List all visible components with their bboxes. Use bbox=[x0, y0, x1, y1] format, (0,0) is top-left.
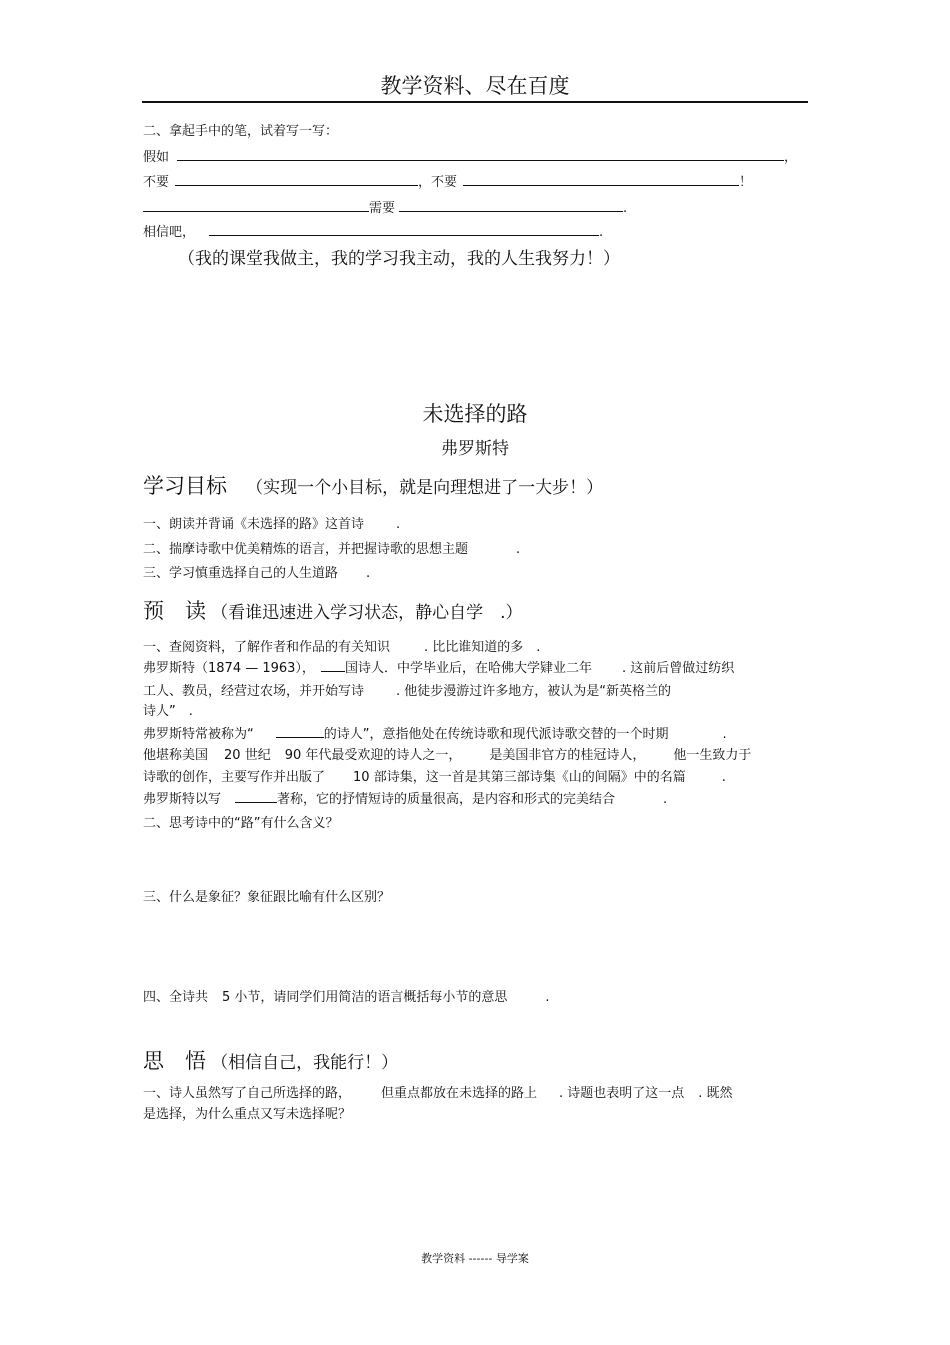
goal-item-1 bbox=[143, 513, 400, 532]
author-para-5e: 他一生致力于 bbox=[673, 748, 752, 763]
reflect-q1-line-1 bbox=[143, 1082, 733, 1101]
author-para-line-2 bbox=[143, 680, 671, 699]
reflect-section-heading bbox=[143, 1045, 398, 1075]
fill-line-2-end: ！ bbox=[739, 175, 753, 190]
blank-2[interactable] bbox=[175, 171, 418, 186]
goal-item-2 bbox=[143, 538, 520, 557]
blank-poet-type[interactable] bbox=[276, 723, 324, 738]
goals-heading-note: （实现一个小目标，就是向理想进了一大步！） bbox=[246, 478, 604, 498]
fill-line-4-end: . bbox=[599, 225, 604, 240]
author-para-line-7 bbox=[143, 788, 667, 807]
header-rule bbox=[142, 101, 808, 103]
author-para-5c: 90 年代最受欢迎的诗人之一， bbox=[284, 748, 462, 763]
preview-section-heading bbox=[143, 595, 523, 625]
fill-line-1-end: ， bbox=[784, 150, 798, 165]
reflect-q1-a: 一、诗人虽然写了自己所选择的路， bbox=[143, 1086, 352, 1101]
reflect-heading-note: （相信自己，我能行！） bbox=[211, 1053, 399, 1073]
goal-item-3-end: . bbox=[366, 566, 371, 581]
goals-heading: 学习目标 bbox=[143, 474, 227, 498]
reflect-q1-d: . 既然 bbox=[698, 1086, 733, 1101]
goal-item-2-text: 二、揣摩诗歌中优美精炼的语言，并把握诗歌的思想主题 bbox=[143, 542, 469, 557]
fill-line-3-end: . bbox=[623, 201, 628, 216]
blank-5[interactable] bbox=[399, 197, 623, 212]
author-para-1c: . 这前后曾做过纺织 bbox=[621, 661, 735, 676]
author-para-7a: 弗罗斯特以写 bbox=[143, 792, 222, 807]
fill-line-2-mid: ，不要 bbox=[418, 175, 458, 190]
author-para-line-3: 诗人” . bbox=[143, 704, 193, 719]
class-motto: （我的课堂我做主，我的学习我主动，我的人生我努力！） bbox=[178, 249, 620, 269]
author-para-4c: . bbox=[722, 727, 727, 742]
part-two-heading: 二、拿起手中的笔，试着写一写： bbox=[143, 124, 339, 139]
page-footer: 教学资料 ------ 导学案 bbox=[421, 1252, 529, 1265]
blank-writing-style[interactable] bbox=[235, 788, 277, 803]
reflect-q1-b: 但重点都放在未选择的路上 bbox=[381, 1086, 538, 1101]
author-para-7b: 著称，它的抒情短诗的质量很高，是内容和形式的完美结合 bbox=[277, 792, 616, 807]
goals-section-heading bbox=[143, 470, 603, 500]
author-para-5d: 是美国非官方的桂冠诗人， bbox=[489, 748, 646, 763]
author-para-6c: . bbox=[721, 770, 726, 785]
goal-item-3-text: 三、学习慎重选择自己的人生道路 bbox=[143, 566, 339, 581]
author-para-1b: 国诗人．中学毕业后，在哈佛大学肄业二年 bbox=[344, 661, 592, 676]
author-para-2a: 工人、教员，经营过农场，并开始写诗 bbox=[143, 684, 365, 699]
preview-heading-note: （看谁迅速进入学习状态，静心自学 .） bbox=[211, 603, 523, 623]
preview-q4-a: 四、全诗共 bbox=[143, 990, 209, 1005]
author-para-6a: 诗歌的创作，主要写作并出版了 bbox=[143, 770, 326, 785]
goal-item-1-end: . bbox=[396, 517, 401, 532]
author-para-4a: 弗罗斯特常被称为“ bbox=[143, 727, 254, 742]
author-para-5a: 他堪称美国 bbox=[143, 748, 209, 763]
fill-line-1 bbox=[143, 146, 797, 165]
page-header-title: 教学资料、尽在百度 bbox=[380, 74, 570, 98]
author-para-2b: . 他徒步漫游过许多地方，被认为是“新英格兰的 bbox=[396, 684, 672, 699]
fill-line-3 bbox=[143, 197, 627, 216]
fill-line-4-prefix: 相信吧， bbox=[143, 225, 196, 240]
goal-item-3 bbox=[143, 562, 370, 581]
blank-3[interactable] bbox=[463, 171, 739, 186]
author-para-7c: . bbox=[663, 792, 668, 807]
preview-q3: 三、什么是象征？象征跟比喻有什么区别？ bbox=[143, 890, 391, 905]
lesson-author: 弗罗斯特 bbox=[441, 439, 509, 459]
blank-country[interactable] bbox=[321, 657, 345, 672]
reflect-q1-line-2: 是选择，为什么重点又写未选择呢？ bbox=[143, 1107, 352, 1122]
lesson-title: 未选择的路 bbox=[422, 402, 528, 426]
author-para-6b: 10 部诗集，这一首是其第三部诗集《山的间隔》中的名篇 bbox=[353, 770, 686, 785]
author-para-line-5 bbox=[143, 744, 751, 763]
reflect-heading: 思 悟 bbox=[143, 1049, 206, 1073]
fill-line-4 bbox=[143, 221, 603, 240]
goal-item-2-end: . bbox=[516, 542, 521, 557]
fill-line-2-prefix: 不要 bbox=[143, 175, 170, 190]
author-para-line-1 bbox=[143, 657, 734, 676]
author-para-line-4 bbox=[143, 723, 727, 742]
fill-line-3-mid: 需要 bbox=[369, 201, 396, 216]
preview-q4-c: . bbox=[545, 990, 550, 1005]
fill-line-1-prefix: 假如 bbox=[143, 150, 170, 165]
author-para-4b: 的诗人”，意指他处在传统诗歌和现代派诗歌交替的一个时期 bbox=[323, 727, 669, 742]
blank-1[interactable] bbox=[177, 146, 784, 161]
blank-4[interactable] bbox=[143, 197, 369, 212]
preview-heading: 预 读 bbox=[143, 599, 206, 623]
goal-item-1-text: 一、朗读并背诵《未选择的路》这首诗 bbox=[143, 517, 365, 532]
author-para-line-6 bbox=[143, 766, 726, 785]
preview-q4 bbox=[143, 986, 550, 1005]
preview-q1-text: 一、查阅资料，了解作者和作品的有关知识 bbox=[143, 640, 391, 655]
reflect-q1-c: . 诗题也表明了这一点 bbox=[559, 1086, 685, 1101]
preview-q4-b: 5 小节，请同学们用简洁的语言概括每小节的意思 bbox=[222, 990, 508, 1005]
blank-6[interactable] bbox=[209, 221, 599, 236]
preview-q1 bbox=[143, 636, 540, 655]
author-para-1a: 弗罗斯特（1874 — 1963）， bbox=[143, 661, 315, 676]
preview-q2: 二、思考诗中的“路”有什么含义？ bbox=[143, 816, 339, 831]
preview-q1-end: . 比比谁知道的多 . bbox=[424, 640, 541, 655]
fill-line-2 bbox=[143, 171, 752, 190]
author-para-5b: 20 世纪 bbox=[224, 748, 271, 763]
